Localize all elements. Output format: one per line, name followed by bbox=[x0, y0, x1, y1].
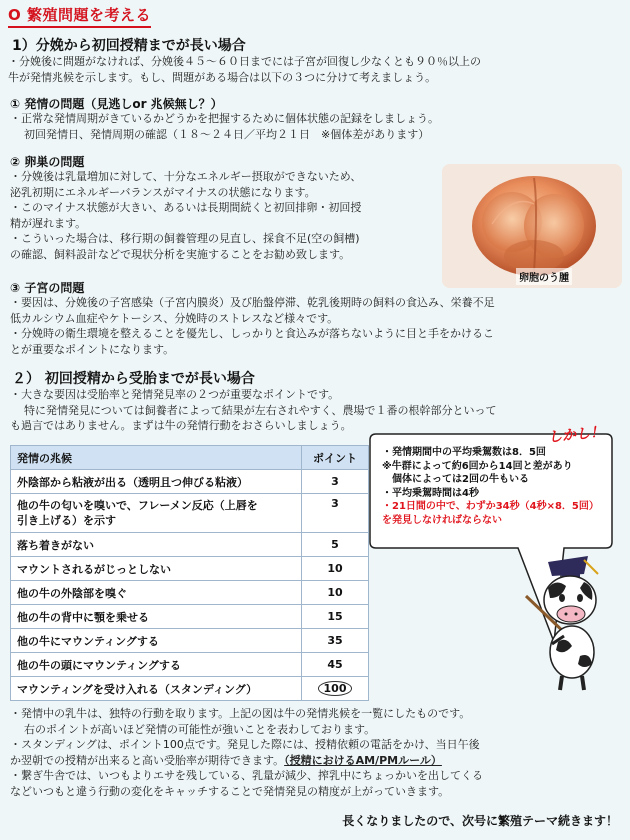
table-header-sign: 発情の兆候 bbox=[11, 446, 302, 470]
page-title: O 繁殖問題を考える bbox=[8, 4, 151, 28]
sign-cell: マウントされるがじっとしない bbox=[11, 557, 302, 581]
point-cell: 100 bbox=[302, 677, 369, 701]
sign-cell: マウンティングを受け入れる（スタンディング） bbox=[11, 677, 302, 701]
photo-caption: 卵胞のう腫 bbox=[516, 268, 572, 285]
point-cell: 3 bbox=[302, 494, 369, 533]
table-row bbox=[11, 557, 369, 581]
sign-cell: 他の牛の背中に顎を乗せる bbox=[11, 605, 302, 629]
point-cell: 3 bbox=[302, 470, 369, 494]
sign-cell: 他の牛の頭にマウンティングする bbox=[11, 653, 302, 677]
sign-cell: 外陰部から粘液が出る（透明且つ伸びる粘液） bbox=[11, 470, 302, 494]
callout-text: ・発情期間中の平均乗駕数は8．5回 ※牛群によって約6回から14回と差があり 個体によっては2回の牛もいる ・平均乗駕時間は4秒 ・21日間の中で、わずか34秒（4秒×8．5回） を発見しなければならない bbox=[382, 447, 599, 526]
section1-intro: ・分娩後に問題がなければ、分娩後４５～６０日までには子宮が回復し少なくとも９０％以上の 牛が発情兆候を示します。もし、問題がある場合は以下の３つに分けて考えましょう。 bbox=[8, 55, 481, 84]
am-pm-rule-label: （授精におけるAM/PMルール） bbox=[284, 753, 442, 767]
bottom-text: ・発情中の乳牛は、独特の行動を取ります。上記の図は牛の発情兆候を一覧にしたものです。 右のポイントが高いほど発情の可能性が強いことを表わしております。 ・スタンディングは、ポイント100点です。発見した際には、授精依頼の電話をかけ、当日午後 か翌朝での授精が出来ると高い受胎率が期待できます。（授精におけるAM/PMルール） ・繋ぎ牛舎では、いつもよりエサを残している、乳量が減少、搾乳中にちょっかいを出してくる などいつもと違う行動の変化をキャッチすることで発情発見の精度が上がっていきます。 bbox=[10, 707, 483, 798]
table-header-point: ポイント bbox=[302, 446, 369, 470]
section2-heading: ２） 初回授精から受胎までが長い場合 bbox=[12, 371, 255, 387]
sign-cell: 他の牛にマウンティングする bbox=[11, 629, 302, 653]
point-cell: 10 bbox=[302, 557, 369, 581]
estrus-text: ・正常な発情周期がきているかどうかを把握するために個体状態の記録をしましょう。 初回発情日、発情周期の確認（１８～２４日／平均２１日 ※個体差があります） bbox=[10, 112, 439, 141]
sign-cell: 落ち着きがない bbox=[11, 533, 302, 557]
ovary-heading: ② 卵巣の問題 bbox=[10, 155, 85, 169]
table-row bbox=[11, 653, 369, 677]
table-row bbox=[11, 470, 369, 494]
table-row bbox=[11, 494, 369, 533]
estrus-signs-table bbox=[10, 445, 369, 701]
ovary-text: ・分娩後は乳量増加に対して、十分なエネルギー摂取ができないため、 泌乳初期にエネルギーバランスがマイナスの状態になります。 ・このマイナス状態が大きい、あるいは長期間続くと初回排卵・初回授 精が遅れます。 ・こういった場合は、移行期の飼養管理の見直し、採食不足(空の飼槽) の確認、飼料設計などで現状分析を実施することをお勧め致します。 bbox=[10, 170, 362, 261]
sign-cell: 他の牛の匂いを嗅いで、フレーメン反応（上唇を 引き上げる）を示す bbox=[11, 494, 302, 533]
section1-heading: 1）分娩から初回授精までが長い場合 bbox=[12, 38, 246, 54]
cow-teacher-icon bbox=[518, 552, 618, 692]
point-cell: 10 bbox=[302, 581, 369, 605]
section2-text: ・大きな要因は受胎率と発情発見率の２つが重要なポイントです。 特に発情発見については飼養者によって結果が左右されやすく、農場で１番の根幹部分といって も過言ではありません。まずは牛の発情行動をおさらいしましょう。 bbox=[10, 388, 497, 432]
table-row bbox=[11, 581, 369, 605]
uterus-heading: ③ 子宮の問題 bbox=[10, 281, 85, 295]
callout-exclaim: しかし！ bbox=[547, 424, 605, 446]
point-cell: 5 bbox=[302, 533, 369, 557]
point-cell: 45 bbox=[302, 653, 369, 677]
uterus-text: ・要因は、分娩後の子宮感染（子宮内膜炎）及び胎盤停滞、乾乳後期時の飼料の食込み、栄養不足 低カルシウム血症やケトーシス、分娩時のストレスなど様々です。 ・分娩時の衛生環境を整えることを優先し、しっかりと食込みが落ちないように目と手をかけるこ とが重要なポイントになります。 bbox=[10, 296, 495, 356]
estrus-heading: ① 発情の問題（見逃しor 兆候無し？） bbox=[10, 97, 223, 111]
table-row bbox=[11, 605, 369, 629]
sign-cell: 他の牛の外陰部を嗅ぐ bbox=[11, 581, 302, 605]
table-row bbox=[11, 533, 369, 557]
footer-note: 長くなりましたので、次号に繁殖テーマ続きます！ bbox=[342, 814, 618, 828]
table-row bbox=[11, 677, 369, 701]
point-cell: 15 bbox=[302, 605, 369, 629]
point-cell: 35 bbox=[302, 629, 369, 653]
table-row bbox=[11, 629, 369, 653]
